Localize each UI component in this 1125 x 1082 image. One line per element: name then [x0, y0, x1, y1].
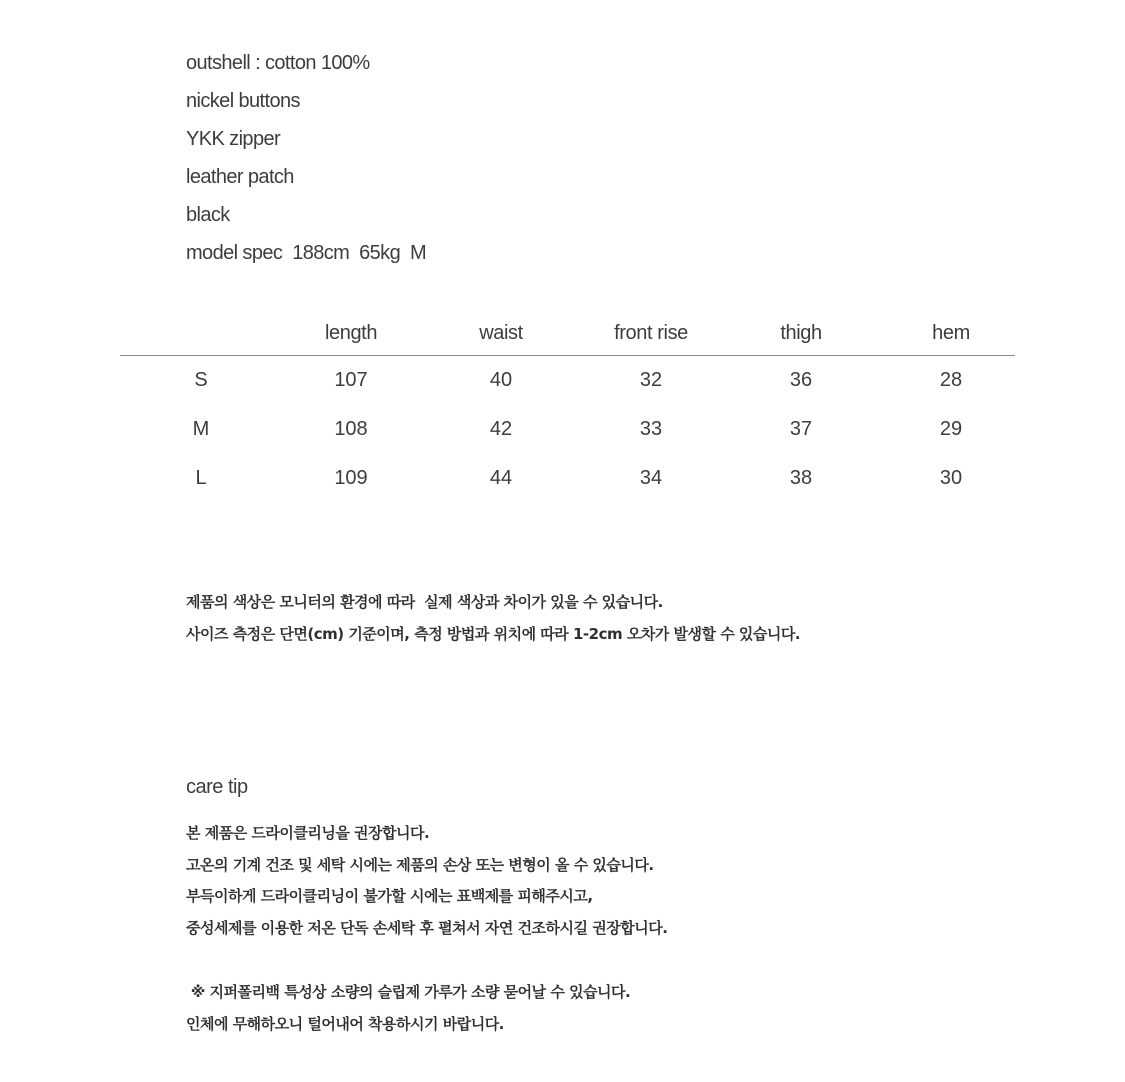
- spec-color: black: [186, 204, 230, 226]
- spec-material: outshell : cotton 100%: [186, 52, 370, 74]
- header-hem: hem: [932, 322, 970, 344]
- care-note-line: 인체에 무해하오니 털어내어 착용하시기 바랍니다.: [186, 1014, 504, 1033]
- care-tip-title: care tip: [186, 776, 248, 798]
- size-table-header: [120, 314, 1015, 356]
- header-waist: waist: [479, 322, 523, 344]
- care-line: 고온의 기계 건조 및 세탁 시에는 제품의 손상 또는 변형이 올 수 있습니다.: [186, 855, 654, 874]
- table-row: [120, 460, 1015, 509]
- table-cell: 36: [789, 369, 813, 391]
- table-cell: 37: [789, 418, 813, 440]
- table-cell: 109: [334, 467, 368, 489]
- table-cell: 107: [334, 369, 368, 391]
- care-instructions: [186, 818, 667, 944]
- spec-patch: leather patch: [186, 166, 294, 188]
- care-line: 부득이하게 드라이클리닝이 불가할 시에는 표백제를 피해주시고,: [186, 887, 593, 905]
- size-label: L: [195, 467, 207, 489]
- color-size-notice: [186, 586, 800, 650]
- size-table: [120, 314, 1015, 509]
- table-cell: 38: [789, 467, 813, 489]
- notice-color-line: 제품의 색상은 모니터의 환경에 따라 실제 색상과 차이가 있을 수 있습니다.: [186, 593, 663, 611]
- spec-zipper: YKK zipper: [186, 128, 281, 150]
- table-cell: 33: [639, 418, 663, 440]
- table-cell: 28: [939, 369, 963, 391]
- spec-model: model spec 188cm 65kg M: [186, 242, 427, 264]
- table-row: [120, 411, 1015, 460]
- table-cell: 44: [489, 467, 513, 489]
- table-row: [120, 362, 1015, 411]
- table-cell: 30: [939, 467, 963, 489]
- size-label: S: [194, 369, 208, 391]
- size-label: M: [192, 418, 210, 440]
- spec-buttons: nickel buttons: [186, 90, 300, 112]
- care-line: 중성세제를 이용한 저온 단독 손세탁 후 펼쳐서 자연 건조하시길 권장합니다.: [186, 918, 668, 937]
- care-line: 본 제품은 드라이클리닝을 권장합니다.: [186, 824, 430, 842]
- header-thigh: thigh: [780, 322, 822, 344]
- header-front-rise: front rise: [614, 322, 688, 344]
- table-cell: 32: [639, 369, 663, 391]
- table-cell: 42: [489, 418, 513, 440]
- care-note-line: ※ 지퍼폴리백 특성상 소량의 슬립제 가루가 소량 묻어날 수 있습니다.: [186, 983, 631, 1001]
- product-specs: [186, 44, 426, 272]
- table-cell: 108: [334, 418, 368, 440]
- table-cell: 40: [489, 369, 513, 391]
- notice-size-line: 사이즈 측정은 단면(cm) 기준이며, 측정 방법과 위치에 따라 1-2cm 오차가 발생할 수 있습니다.: [186, 625, 801, 643]
- table-cell: 34: [639, 467, 663, 489]
- care-note: [186, 977, 630, 1040]
- header-length: length: [324, 322, 378, 344]
- table-cell: 29: [939, 418, 963, 440]
